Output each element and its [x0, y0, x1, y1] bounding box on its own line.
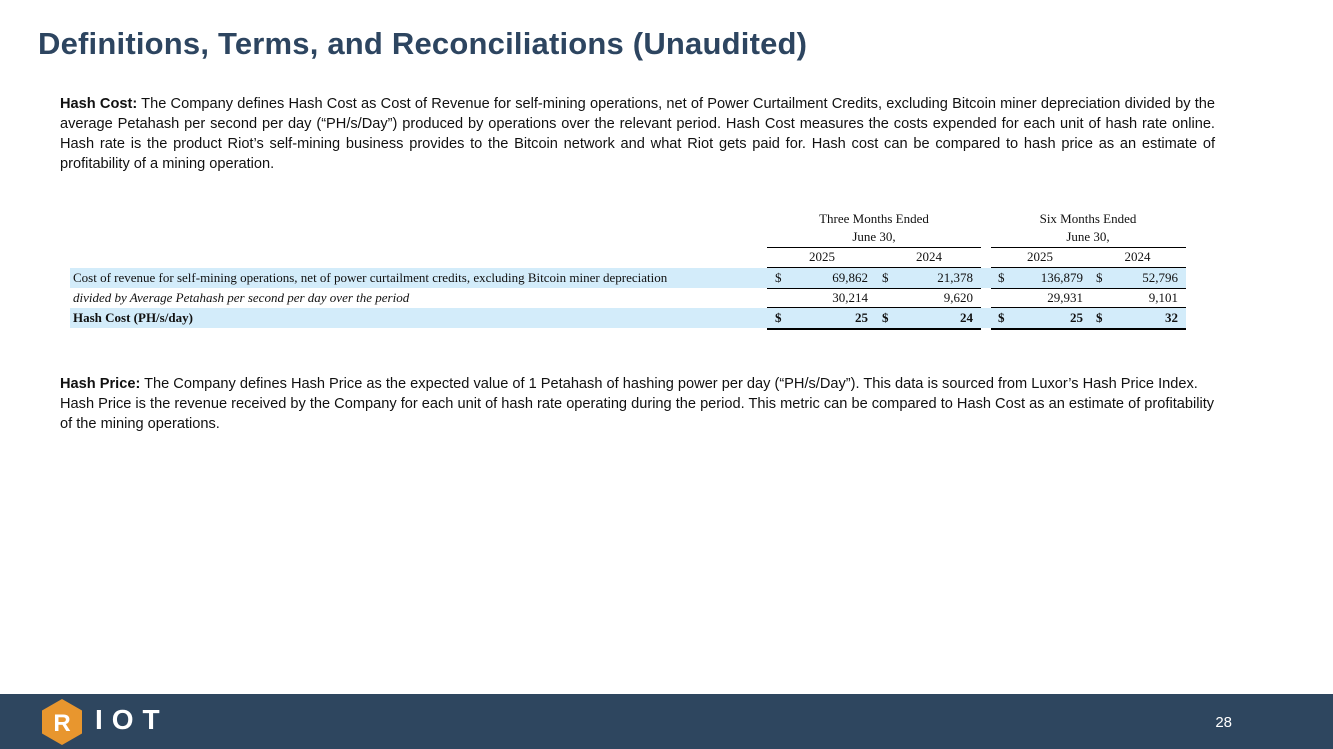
value-cell: 32	[1165, 310, 1178, 325]
value-cell: 30,214	[832, 290, 868, 305]
hash-price-definition	[60, 374, 1215, 434]
logo-wordmark: IOT	[95, 704, 169, 735]
currency-symbol: $	[998, 270, 1005, 285]
logo-letter: R	[53, 710, 71, 737]
hash-cost-definition	[60, 94, 1215, 174]
currency-symbol: $	[775, 310, 782, 325]
currency-symbol: $	[775, 270, 782, 285]
row-label: Hash Cost (PH/s/day)	[73, 310, 193, 325]
page-number: 28	[1215, 714, 1232, 731]
value-cell: 136,879	[1040, 270, 1083, 285]
table-row	[70, 268, 1186, 288]
hash-price-term: Hash Price:	[60, 376, 141, 392]
currency-symbol: $	[1096, 310, 1103, 325]
group-header-three-months	[768, 210, 980, 246]
row-label: Cost of revenue for self-mining operations, net of power curtailment credits, excluding Bitcoin miner depreciation	[73, 270, 668, 285]
year-header: 2024	[1124, 249, 1151, 264]
currency-symbol: $	[882, 270, 889, 285]
value-cell: 52,796	[1142, 270, 1178, 285]
row-label: divided by Average Petahash per second per day over the period	[73, 290, 410, 305]
group-header-six-months	[990, 210, 1186, 246]
value-cell: 25	[855, 310, 868, 325]
year-header: 2025	[1027, 249, 1053, 264]
total-underline	[991, 328, 1186, 330]
value-cell: 9,101	[1148, 290, 1178, 305]
total-underline	[767, 328, 981, 330]
value-cell: 21,378	[937, 270, 973, 285]
currency-symbol: $	[1096, 270, 1103, 285]
year-header: 2025	[809, 249, 835, 264]
group-header-line1: Three Months Ended	[819, 211, 929, 226]
table-row	[70, 308, 1186, 328]
riot-logo-icon	[40, 698, 84, 746]
hash-cost-term: Hash Cost:	[60, 96, 138, 112]
value-cell: 25	[1070, 310, 1083, 325]
page-title: Definitions, Terms, and Reconciliations (Unaudited)	[38, 26, 808, 61]
hash-cost-text: The Company defines Hash Cost as Cost of Revenue for self-mining operations, net of Power Curtailment Credits, excluding Bitcoin miner depreciation divided by the average Petahash per second per day (“PH/s/Day”) produced by operations over the relevant period. Hash Cost measures the costs expended for each unit of hash rate online. Hash rate is the product Riot’s self-mining business provides to the Bitcoin network and what Riot gets paid for. Hash cost can be compared to hash price as an estimate of profitability of a mining operation.	[60, 96, 1216, 172]
year-header: 2024	[916, 249, 942, 264]
group-header-line2: June 30,	[852, 229, 896, 244]
value-cell: 29,931	[1047, 290, 1083, 305]
hash-price-text: The Company defines Hash Price as the expected value of 1 Petahash of hashing power per day (“PH/s/Day”). This data is sourced from Luxor’s Hash Price Index. Hash Price is the revenue received by the Company for each unit of hash rate operating during the period. This metric can be compared to Hash Cost as an estimate of profitability of the mining operations.	[60, 376, 1215, 432]
currency-symbol: $	[998, 310, 1005, 325]
value-cell: 9,620	[943, 290, 973, 305]
value-cell: 24	[960, 310, 973, 325]
group-header-line2: June 30,	[1066, 229, 1110, 244]
group-header-line1: Six Months Ended	[1039, 211, 1137, 226]
currency-symbol: $	[882, 310, 889, 325]
value-cell: 69,862	[832, 270, 868, 285]
table-row	[70, 288, 1186, 308]
footer-bar	[0, 694, 1333, 749]
